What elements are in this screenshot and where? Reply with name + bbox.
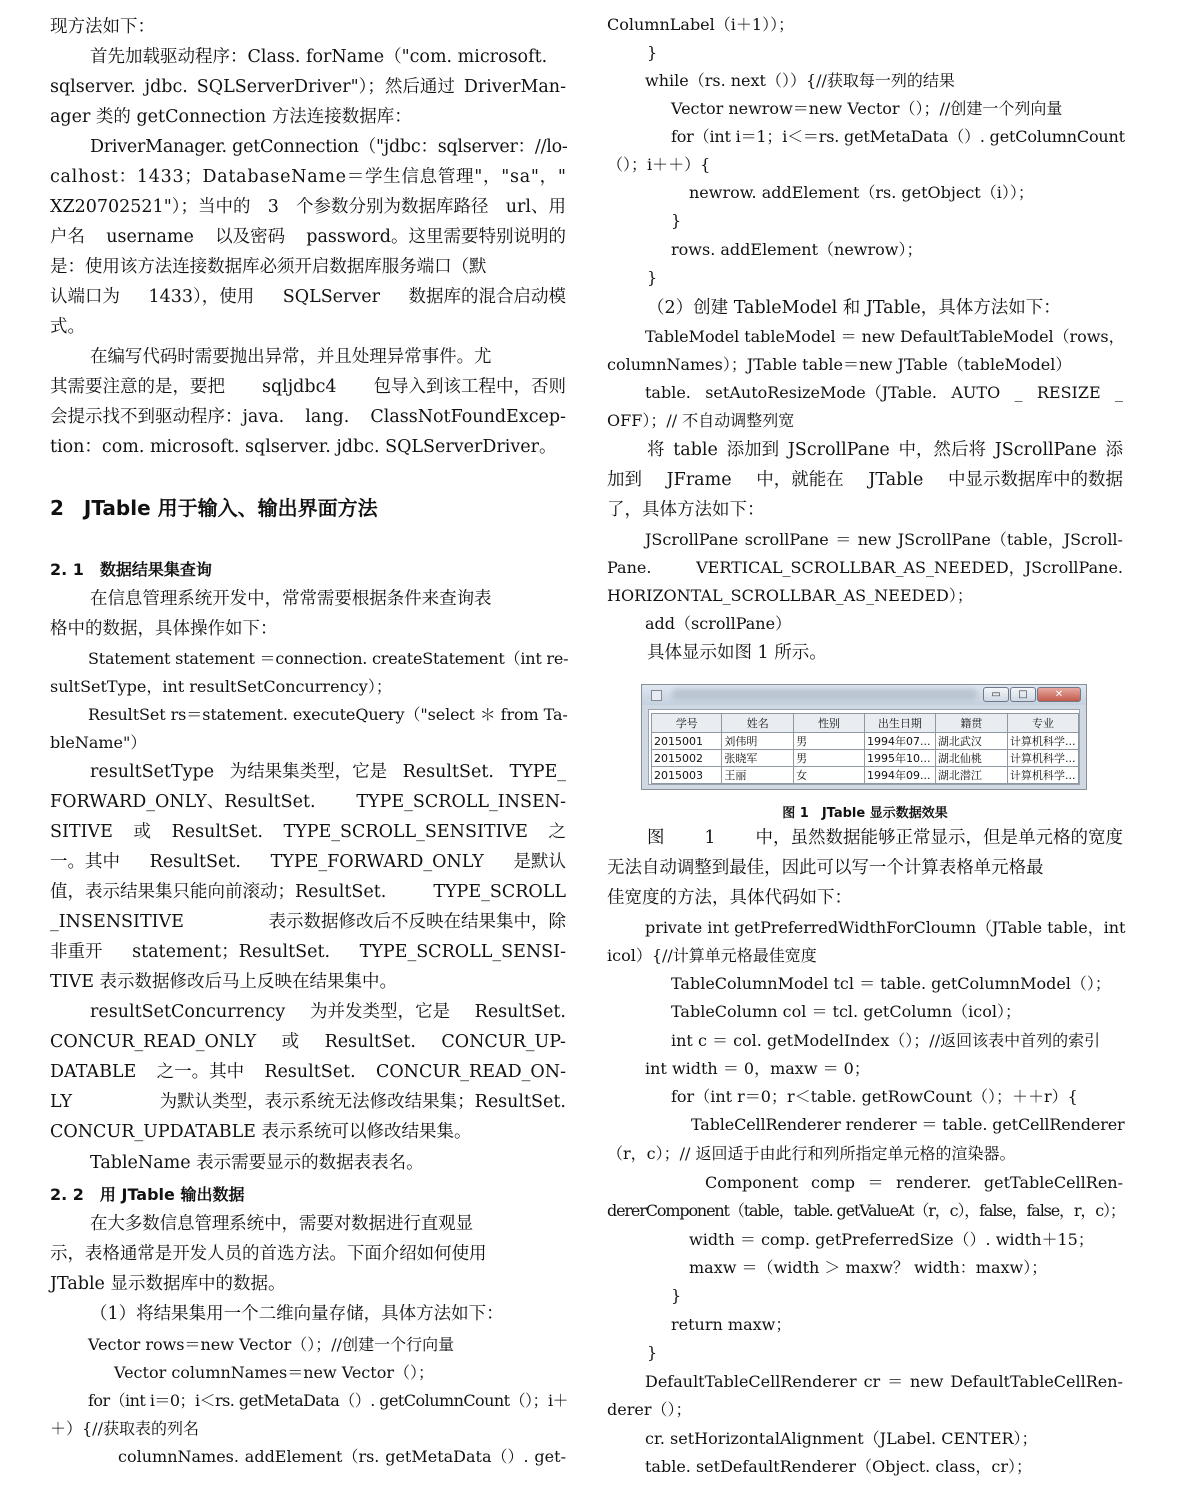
text-line: （r，c）；// 返回适于由此行和列所指定单元格的渲染器。 — [607, 1144, 1016, 1163]
text-line: maxw ＝（width ＞ maxw？ width：maxw）； — [689, 1258, 1048, 1277]
text-line: 首先加载驱动程序：Class. forName（"com. microsoft. — [90, 47, 548, 67]
column-header[interactable]: 出生日期 — [864, 714, 935, 733]
text-line: width ＝ comp. getPreferredSize（）. width＋15； — [689, 1230, 1094, 1249]
text-line: 式。 — [50, 317, 85, 337]
table-cell[interactable]: 湖北武汉 — [935, 733, 1007, 750]
text-line: tion：com. microsoft. sqlserver. jdbc. SQLServerDriver。 — [50, 437, 557, 457]
text-line: while（rs. next（））{//获取每一列的结果 — [645, 71, 955, 90]
text-line: Vector newrow＝new Vector（）；//创建一个列向量 — [671, 99, 1063, 118]
text-line: table. setDefaultRenderer（Object. class，cr）； — [645, 1457, 1032, 1476]
text-line: for（int i＝0；i＜rs. getMetaData（）. getColumnCount（）；i＋ — [88, 1391, 569, 1410]
table-cell[interactable]: 计算机科学... — [1007, 750, 1078, 767]
text-line: 图 1 中，虽然数据能够正常显示，但是单元格的宽度 — [647, 828, 1123, 848]
table-row[interactable] — [652, 767, 1079, 784]
text-line: CONCUR_READ_ONLY 或 ResultSet. CONCUR_UP- — [50, 1032, 566, 1052]
text-line: TableColumn col ＝ tcl. getColumn（icol）； — [671, 1002, 1021, 1021]
text-line: 会提示找不到驱动程序：java. lang. ClassNotFoundExcep- — [50, 407, 566, 427]
text-line: resultSetConcurrency 为并发类型，它是 ResultSet. — [90, 1002, 566, 1022]
text-line: 将 table 添加到 JScrollPane 中，然后将 JScrollPane 添 — [647, 440, 1123, 460]
text-line: newrow. addElement（rs. getObject（i））； — [689, 183, 1034, 202]
scroll-pane[interactable] — [648, 709, 1080, 785]
subsection-heading: 2. 2 用 JTable 输出数据 — [50, 1185, 245, 1204]
text-line: TIVE 表示数据修改后马上反映在结果集中。 — [50, 972, 398, 992]
text-line: Vector rows＝new Vector（）；//创建一个行向量 — [88, 1335, 455, 1354]
table-cell[interactable]: 女 — [794, 767, 865, 784]
text-line: 现方法如下： — [50, 17, 155, 37]
table-cell[interactable]: 王丽 — [722, 767, 794, 784]
text-line: dererComponent（table，table. getValueAt（r，c），false，false，r，c）； — [607, 1201, 1125, 1220]
text-line: Component comp ＝ renderer. getTableCellRen- — [705, 1173, 1123, 1192]
text-line: cr. setHorizontalAlignment（JLabel. CENTER）； — [645, 1429, 1038, 1448]
text-line: 是：使用该方法连接数据库必须开启数据库服务端口（默 — [50, 257, 487, 277]
text-line: return maxw； — [671, 1315, 792, 1334]
text-line: ColumnLabel（i＋1））； — [607, 15, 795, 34]
text-line: sultSetType，int resultSetConcurrency）； — [50, 677, 392, 696]
text-line: Statement statement ＝connection. createStatement（int re- — [88, 649, 569, 668]
text-line: TableColumnModel tcl ＝ table. getColumnModel（）； — [671, 974, 1111, 993]
text-line: DATABLE 之一。其中 ResultSet. CONCUR_READ_ON- — [50, 1062, 566, 1082]
section-heading: 2 JTable 用于输入、输出界面方法 — [50, 496, 378, 520]
text-line: for（int r＝0；r＜table. getRowCount（）；＋＋r）{ — [671, 1087, 1078, 1106]
text-line: （）；i＋＋）{ — [607, 155, 711, 174]
text-line: ResultSet rs＝statement. executeQuery（"select ＊ from Ta- — [88, 705, 568, 724]
column-header[interactable]: 姓名 — [722, 714, 794, 733]
minimize-button[interactable]: ▭ — [983, 687, 1009, 702]
text-line: } — [647, 268, 658, 287]
table-cell[interactable]: 1994年09... — [864, 767, 935, 784]
text-line: XZ20702521"）；当中的 3 个参数分别为数据库路径 url、用 — [50, 197, 566, 217]
window-titlebar — [642, 685, 1086, 705]
text-line: SITIVE 或 ResultSet. TYPE_SCROLL_SENSITIVE 之 — [50, 822, 566, 842]
figure-1-jtable-window — [641, 684, 1087, 790]
table-cell[interactable]: 2015002 — [652, 750, 722, 767]
text-line: 其需要注意的是，要把 sqljdbc4 包导入到该工程中，否则 — [50, 377, 566, 397]
column-header[interactable]: 性别 — [794, 714, 865, 733]
text-line: 值，表示结果集只能向前滚动；ResultSet. TYPE_SCROLL — [50, 882, 566, 902]
table-cell[interactable]: 1994年07... — [864, 733, 935, 750]
table-cell[interactable]: 1995年10... — [864, 750, 935, 767]
text-line: resultSetType 为结果集类型，它是 ResultSet. TYPE_ — [90, 762, 566, 782]
text-line: FORWARD_ONLY、ResultSet. TYPE_SCROLL_INSEN- — [50, 792, 566, 812]
text-line: TableCellRenderer renderer ＝ table. getCellRenderer — [691, 1115, 1125, 1134]
text-line: Pane. VERTICAL_SCROLLBAR_AS_NEEDED，JScrollPane. — [607, 558, 1123, 577]
text-line: （2）创建 TableModel 和 JTable，具体方法如下： — [647, 298, 1061, 318]
text-line: derer（）； — [607, 1400, 692, 1419]
text-line: TableName 表示需要显示的数据表表名。 — [90, 1153, 424, 1173]
blurred-window-title — [672, 689, 977, 700]
table-cell[interactable]: 刘伟明 — [722, 733, 794, 750]
text-line: table. setAutoResizeMode（JTable. AUTO _ RESIZE _ — [645, 383, 1123, 402]
text-line: private int getPreferredWidthForCloumn（JTable table，int — [645, 918, 1126, 937]
table-row[interactable] — [652, 750, 1079, 767]
text-line: } — [671, 1286, 682, 1305]
text-line: rows. addElement（newrow）； — [671, 240, 923, 259]
text-line: 在信息管理系统开发中，常常需要根据条件来查询表 — [90, 589, 492, 609]
text-line: 无法自动调整到最佳，因此可以写一个计算表格单元格最 — [607, 858, 1044, 878]
close-button[interactable]: ✕ — [1037, 687, 1081, 702]
data-table[interactable] — [651, 713, 1079, 784]
maximize-button[interactable]: □ — [1010, 687, 1036, 702]
text-line: ＋）{//获取表的列名 — [50, 1419, 199, 1438]
table-cell[interactable]: 湖北潜江 — [935, 767, 1007, 784]
figure-caption: 图 1 JTable 显示数据效果 — [782, 806, 948, 821]
table-row[interactable] — [652, 733, 1079, 750]
text-line: 一。其中 ResultSet. TYPE_FORWARD_ONLY 是默认 — [50, 852, 566, 872]
text-line: 示，表格通常是开发人员的首选方法。下面介绍如何使用 — [50, 1244, 487, 1264]
text-line: HORIZONTAL_SCROLLBAR_AS_NEEDED）； — [607, 586, 973, 605]
text-line: int c ＝ col. getModelIndex（）；//返回该表中首列的索引 — [671, 1031, 1101, 1050]
text-line: OFF）；// 不自动调整列宽 — [607, 411, 795, 430]
text-line: columnNames. addElement（rs. getMetaData（）. get- — [118, 1447, 566, 1466]
table-cell[interactable]: 计算机科学... — [1007, 767, 1078, 784]
text-line: DefaultTableCellRenderer cr ＝ new DefaultTableCellRen- — [645, 1372, 1123, 1391]
column-header[interactable]: 学号 — [652, 714, 722, 733]
text-line: 非重开 statement；ResultSet. TYPE_SCROLL_SENSI- — [50, 942, 566, 962]
text-line: TableModel tableModel ＝ new DefaultTableModel（rows， — [645, 327, 1125, 346]
text-line: JTable 显示数据库中的数据。 — [50, 1274, 286, 1294]
table-cell[interactable]: 2015001 — [652, 733, 722, 750]
table-cell[interactable]: 2015003 — [652, 767, 722, 784]
text-line: icol）{//计算单元格最佳宽度 — [607, 946, 817, 965]
text-line: 认端口为 1433），使用 SQLServer 数据库的混合启动模 — [50, 287, 566, 307]
column-header[interactable]: 专业 — [1007, 714, 1078, 733]
text-line: 格中的数据，具体操作如下： — [50, 619, 278, 639]
text-line: 在大多数信息管理系统中，需要对数据进行直观显 — [90, 1214, 473, 1234]
text-line: _INSENSITIVE 表示数据修改后不反映在结果集中，除 — [50, 912, 566, 932]
text-line: columnNames）；JTable table＝new JTable（tableModel） — [607, 355, 1072, 374]
column-header[interactable]: 籍贯 — [935, 714, 1007, 733]
app-icon — [651, 690, 662, 701]
text-line: add（scrollPane） — [645, 614, 792, 633]
text-line: Vector columnNames＝new Vector（）； — [114, 1363, 434, 1382]
text-line: （1）将结果集用一个二维向量存储，具体方法如下： — [90, 1304, 504, 1324]
text-line: sqlserver. jdbc. SQLServerDriver"）；然后通过 DriverMan- — [50, 77, 566, 97]
text-line: DriverManager. getConnection（"jdbc：sqlserver：//lo- — [90, 137, 568, 157]
text-line: 加到 JFrame 中，就能在 JTable 中显示数据库中的数据 — [607, 470, 1123, 490]
text-line: 了，具体方法如下： — [607, 500, 765, 520]
text-line: } — [671, 211, 682, 230]
text-line: int width ＝ 0，maxw ＝ 0； — [645, 1059, 870, 1078]
subsection-heading: 2. 1 数据结果集查询 — [50, 560, 212, 579]
table-cell[interactable]: 计算机科学... — [1007, 733, 1078, 750]
text-line: calhost：1433；DatabaseName＝学生信息管理"，"sa"，" — [50, 167, 567, 187]
table-cell[interactable]: 湖北仙桃 — [935, 750, 1007, 767]
text-line: LY 为默认类型，表示系统无法修改结果集；ResultSet. — [50, 1092, 566, 1112]
text-line: 在编写代码时需要抛出异常，并且处理异常事件。尤 — [90, 347, 492, 367]
text-line: } — [647, 43, 658, 62]
text-line: 具体显示如图 1 所示。 — [647, 643, 827, 663]
table-cell[interactable]: 男 — [794, 750, 865, 767]
text-line: CONCUR_UPDATABLE 表示系统可以修改结果集。 — [50, 1122, 472, 1142]
table-cell[interactable]: 男 — [794, 733, 865, 750]
text-line: ager 类的 getConnection 方法连接数据库： — [50, 107, 412, 127]
text-line: for（int i＝1；i＜＝rs. getMetaData（）. getColumnCount — [671, 127, 1125, 146]
text-line: bleName"） — [50, 733, 147, 752]
table-cell[interactable]: 张晓军 — [722, 750, 794, 767]
text-line: 户名 username 以及密码 password。这里需要特别说明的 — [50, 227, 566, 247]
text-line: JScrollPane scrollPane ＝ new JScrollPane（table，JScroll- — [645, 530, 1123, 549]
text-line: } — [647, 1343, 658, 1362]
text-line: 佳宽度的方法，具体代码如下： — [607, 888, 852, 908]
